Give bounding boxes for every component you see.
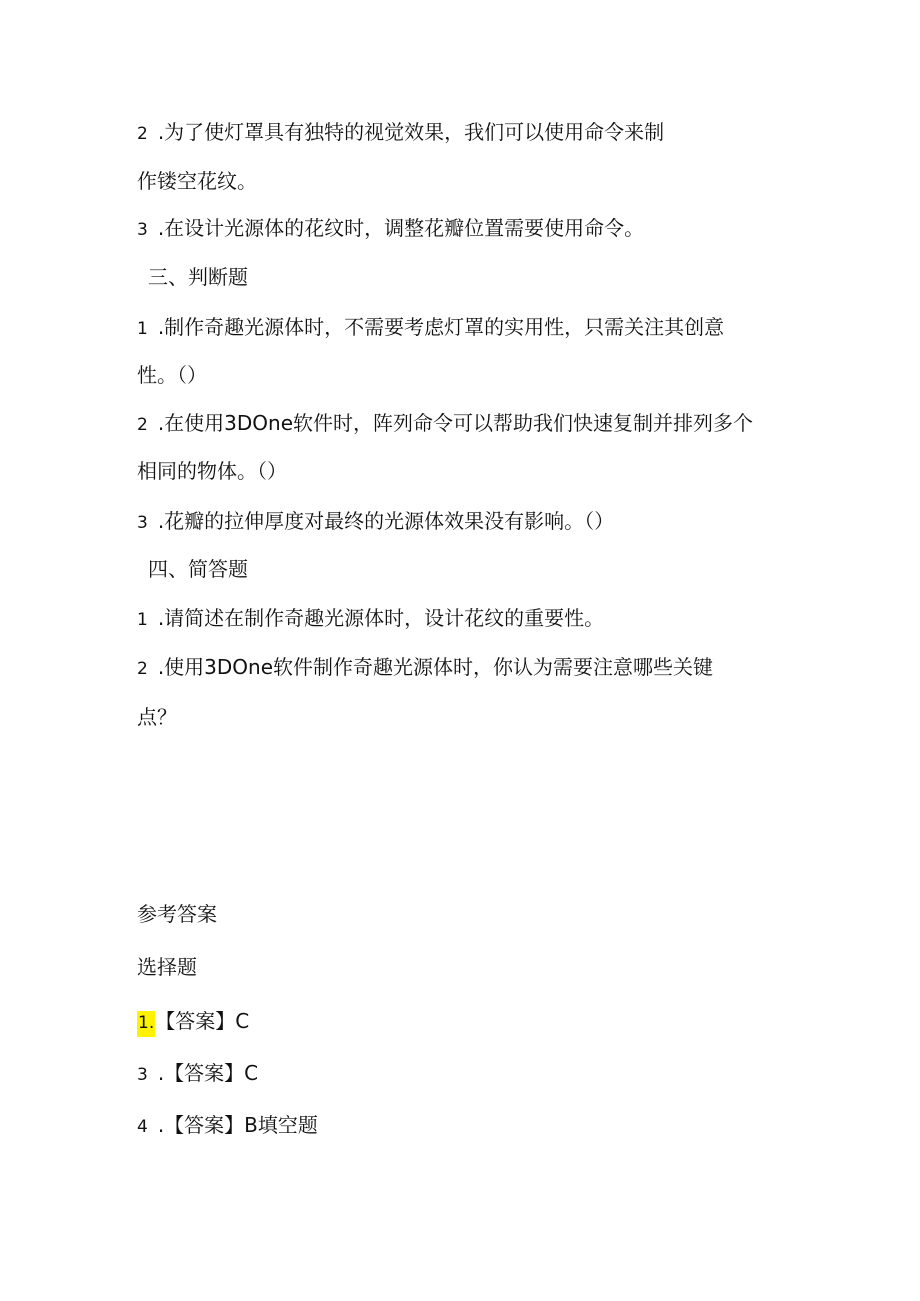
- question-text: .为了使灯罩具有独特的视觉效果，我们可以使用命令来制: [157, 120, 665, 144]
- question-text: .在使用3DOne软件时，阵列命令可以帮助我们快速复制并排列多个: [157, 411, 754, 435]
- question-text: .请简述在制作奇趣光源体时，设计花纹的重要性。: [157, 606, 605, 630]
- answer-number: 3: [137, 1065, 148, 1085]
- answer-text: .【答案】C: [157, 1061, 259, 1085]
- answer-3: [137, 1059, 258, 1089]
- answer-text: 【答案】C: [155, 1009, 250, 1033]
- question-number: 1: [137, 319, 148, 339]
- question-number: 2: [137, 124, 148, 144]
- short-answer-question-1: [137, 604, 604, 634]
- answers-section-choice: 选择题: [137, 955, 197, 979]
- question-text: .使用3DOne软件制作奇趣光源体时，你认为需要注意哪些关键: [157, 655, 714, 679]
- short-answer-q2-line2: 点？: [137, 705, 177, 729]
- question-number: 3: [137, 513, 148, 533]
- judgement-q1-line2: 性。（）: [137, 363, 207, 387]
- question-text: .在设计光源体的花纹时，调整花瓣位置需要使用命令。: [157, 216, 645, 240]
- judgement-heading: 三、判断题: [148, 265, 248, 289]
- judgement-q1-line1: [137, 313, 724, 343]
- answer-number-highlight: 1.: [137, 1011, 155, 1037]
- fill-in-q2-line1: [137, 118, 664, 148]
- answer-number: 4: [137, 1117, 148, 1137]
- short-answer-heading: 四、简答题: [148, 557, 248, 581]
- question-text: .花瓣的拉伸厚度对最终的光源体效果没有影响。（）: [157, 509, 615, 533]
- question-number: 2: [137, 415, 148, 435]
- fill-in-q2-line2: 作镂空花纹。: [137, 169, 257, 193]
- answer-text: .【答案】B填空题: [157, 1113, 318, 1137]
- question-text: .制作奇趣光源体时，不需要考虑灯罩的实用性，只需关注其创意: [157, 315, 725, 339]
- short-answer-q2-line1: [137, 653, 713, 683]
- judgement-q2-line2: 相同的物体。（）: [137, 459, 287, 483]
- fill-in-question-3: [137, 214, 644, 244]
- question-number: 3: [137, 220, 148, 240]
- judgement-q2-line1: [137, 409, 753, 439]
- answer-1: [137, 1007, 249, 1037]
- question-number: 2: [137, 659, 148, 679]
- question-number: 1: [137, 610, 148, 630]
- answer-4: [137, 1111, 318, 1141]
- answers-title: 参考答案: [137, 902, 217, 926]
- judgement-question-3: [137, 507, 614, 537]
